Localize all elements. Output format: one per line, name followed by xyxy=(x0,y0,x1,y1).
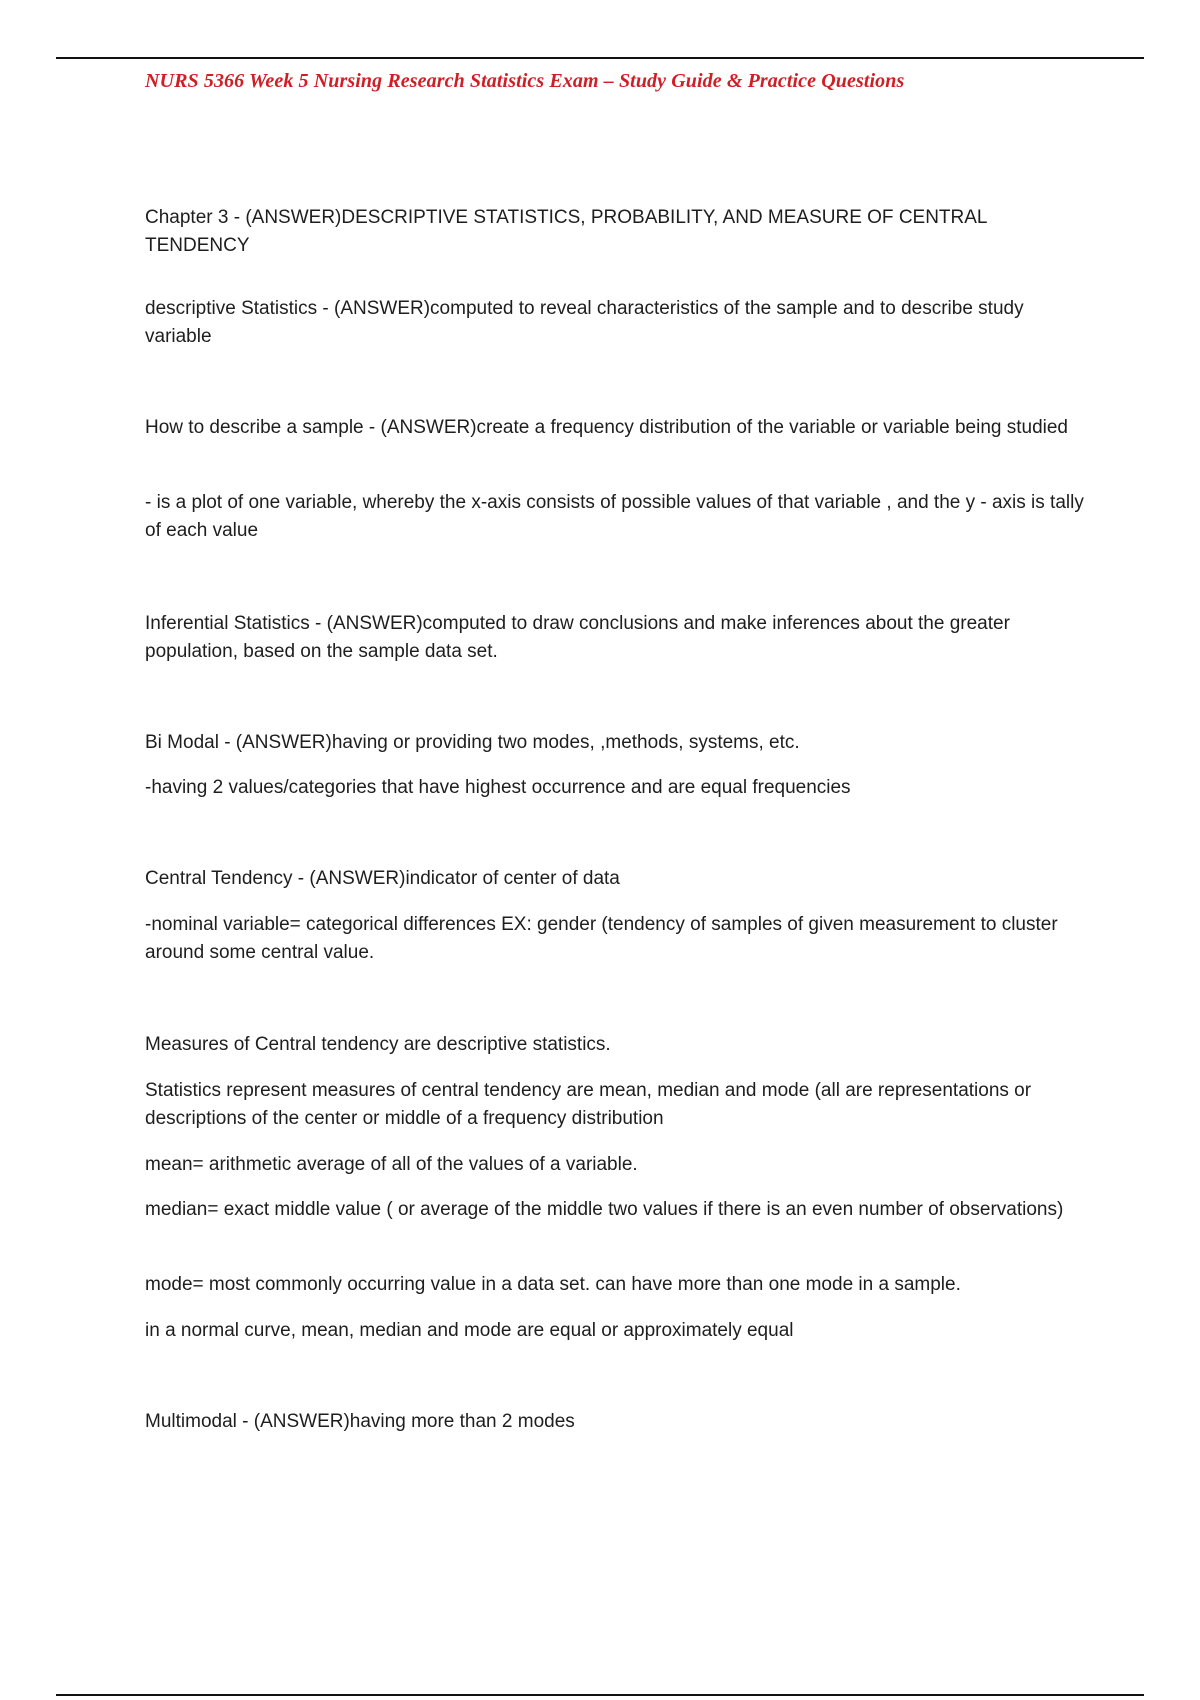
header-rule xyxy=(56,57,1144,59)
paragraph-plot-description: - is a plot of one variable, whereby the x-axis consists of possible values of that variable , and the y - axis is tally of each value xyxy=(145,492,1084,541)
paragraph-mode: mode= most commonly occurring value in a data set. can have more than one mode in a sample. xyxy=(145,1274,961,1295)
paragraph-nominal-variable: -nominal variable= categorical differences EX: gender (tendency of samples of given measurement to cluster around some central value. xyxy=(145,914,1058,963)
paragraph-multimodal: Multimodal - (ANSWER)having more than 2 modes xyxy=(145,1411,575,1432)
paragraph-bi-modal: Bi Modal - (ANSWER)having or providing two modes, ,methods, systems, etc. xyxy=(145,732,800,753)
paragraph-normal-curve: in a normal curve, mean, median and mode are equal or approximately equal xyxy=(145,1320,794,1341)
document-header-title: NURS 5366 Week 5 Nursing Research Statistics Exam – Study Guide & Practice Questions xyxy=(145,70,905,92)
paragraph-inferential-statistics: Inferential Statistics - (ANSWER)computed to draw conclusions and make inferences about the greater population, based on the sample data set. xyxy=(145,613,1010,662)
footer-rule xyxy=(56,1694,1144,1696)
paragraph-central-tendency: Central Tendency - (ANSWER)indicator of center of data xyxy=(145,868,620,889)
paragraph-mean: mean= arithmetic average of all of the values of a variable. xyxy=(145,1154,638,1175)
paragraph-describe-sample: How to describe a sample - (ANSWER)create a frequency distribution of the variable or variable being studied xyxy=(145,417,1069,438)
paragraph-bi-modal-detail: -having 2 values/categories that have highest occurrence and are equal frequencies xyxy=(145,777,851,798)
paragraph-median: median= exact middle value ( or average of the middle two values if there is an even number of observations) xyxy=(145,1199,1064,1220)
paragraph-descriptive-statistics: descriptive Statistics - (ANSWER)computed to reveal characteristics of the sample and to describe study variable xyxy=(145,298,1024,347)
paragraph-measures-central-tendency: Measures of Central tendency are descriptive statistics. xyxy=(145,1034,611,1055)
paragraph-chapter-heading: Chapter 3 - (ANSWER)DESCRIPTIVE STATISTICS, PROBABILITY, AND MEASURE OF CENTRAL TENDENCY xyxy=(145,207,987,256)
paragraph-statistics-represent: Statistics represent measures of central tendency are mean, median and mode (all are representations or descriptions of the center or middle of a frequency distribution xyxy=(145,1080,1032,1129)
